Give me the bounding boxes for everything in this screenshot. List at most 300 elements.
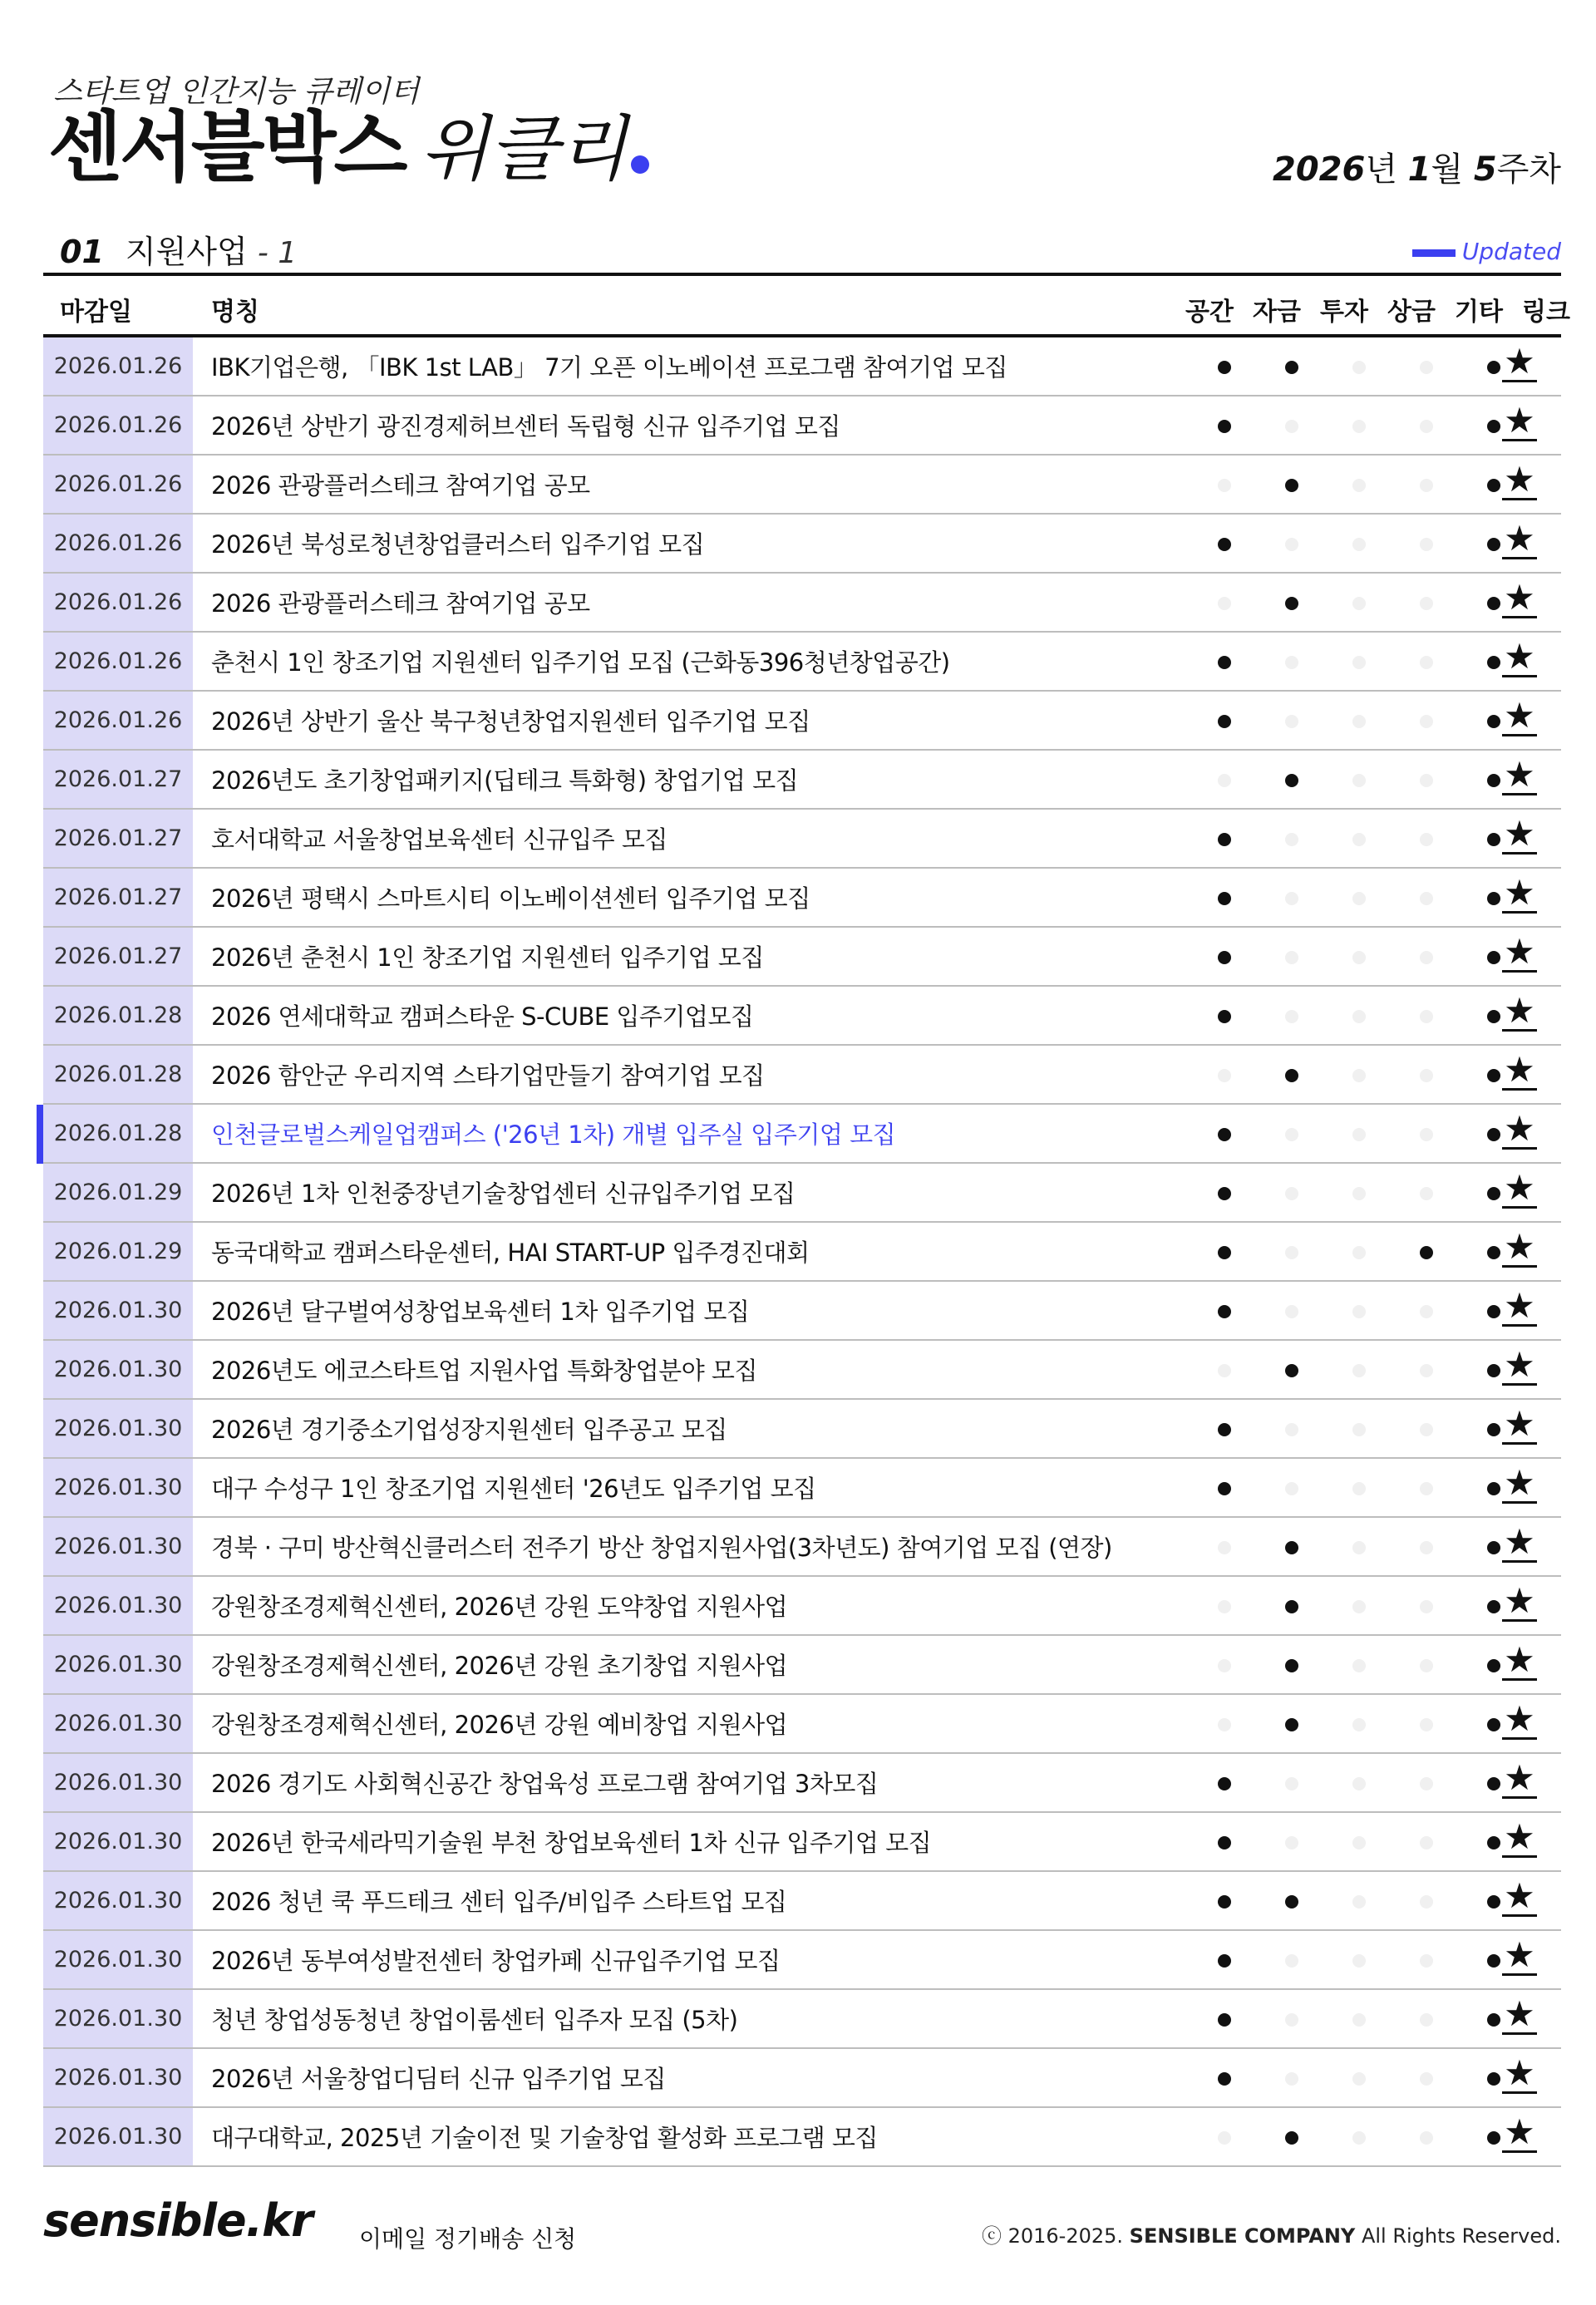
row-link[interactable]: [1500, 751, 1539, 808]
dot-prize-icon: [1420, 597, 1433, 610]
row-name[interactable]: 청년 창업성동청년 창업이룸센터 입주자 모집 (5차): [211, 2006, 738, 2034]
row-name[interactable]: 2026 경기도 사회혁신공간 창업육성 프로그램 참여기업 3차모집: [211, 1770, 879, 1798]
table-row[interactable]: [43, 1813, 1561, 1872]
star-icon[interactable]: ★: [1502, 1813, 1537, 1858]
row-name[interactable]: 2026년 서울창업디딤터 신규 입주기업 모집: [211, 2065, 666, 2093]
row-link[interactable]: [1500, 396, 1539, 454]
dot-investment-icon: [1352, 1305, 1366, 1318]
star-icon[interactable]: ★: [1502, 751, 1537, 795]
row-deadline: 2026.01.30: [43, 1754, 193, 1811]
row-deadline: 2026.01.26: [43, 456, 193, 513]
star-icon[interactable]: ★: [1502, 1695, 1537, 1740]
row-link[interactable]: [1500, 1459, 1539, 1516]
star-icon[interactable]: ★: [1502, 928, 1537, 973]
dot-funding-icon: [1285, 715, 1298, 728]
week-number: 5: [1473, 150, 1497, 189]
table-row[interactable]: [43, 692, 1561, 751]
dot-etc-icon: [1487, 1895, 1500, 1909]
section-header: [48, 218, 1561, 274]
dot-space-icon: [1218, 2131, 1231, 2145]
row-deadline: 2026.01.30: [43, 2049, 193, 2106]
dot-etc-icon: [1487, 833, 1500, 846]
week-number-suffix: 주차: [1496, 150, 1561, 189]
dot-funding-icon: [1285, 1777, 1298, 1790]
dot-funding-icon: [1285, 1541, 1298, 1554]
dot-funding-icon: [1285, 420, 1298, 433]
copyright-company: SENSIBLE COMPANY: [1129, 2224, 1356, 2248]
dot-space-icon: [1218, 1246, 1231, 1259]
dot-space-icon: [1218, 1541, 1231, 1554]
row-link[interactable]: [1500, 1872, 1539, 1929]
dot-investment-icon: [1352, 1600, 1366, 1613]
table-row[interactable]: [43, 396, 1561, 456]
table-header: [43, 273, 1570, 337]
star-icon[interactable]: ★: [1502, 2049, 1537, 2094]
dot-funding-icon: [1285, 1246, 1298, 1259]
row-name[interactable]: 춘천시 1인 창조기업 지원센터 입주기업 모집 (근화동396청년창업공간): [211, 648, 950, 677]
dot-prize-icon: [1420, 1305, 1433, 1318]
dot-etc-icon: [1487, 1600, 1500, 1613]
dot-investment-icon: [1352, 656, 1366, 669]
star-icon[interactable]: ★: [1502, 1577, 1537, 1622]
dot-funding-icon: [1285, 1836, 1298, 1849]
star-icon[interactable]: ★: [1502, 692, 1537, 736]
dot-funding-icon: [1285, 479, 1298, 492]
column-prize: 상금: [1387, 298, 1436, 327]
table-row[interactable]: [43, 1164, 1561, 1223]
dot-prize-icon: [1420, 1128, 1433, 1141]
row-link[interactable]: [1500, 1813, 1539, 1870]
dot-etc-icon: [1487, 361, 1500, 374]
row-link[interactable]: [1500, 1223, 1539, 1280]
star-icon[interactable]: ★: [1502, 1990, 1537, 2035]
table-row[interactable]: [43, 1695, 1561, 1754]
dot-prize-icon: [1420, 1364, 1433, 1377]
star-icon[interactable]: ★: [1502, 1046, 1537, 1091]
row-deadline: 2026.01.26: [43, 574, 193, 631]
section-name: 지원사업: [125, 234, 248, 270]
row-link[interactable]: [1500, 987, 1539, 1044]
table-row[interactable]: [43, 1872, 1561, 1931]
row-name[interactable]: 2026 연세대학교 캠퍼스타운 S-CUBE 입주기업모집: [211, 1002, 754, 1031]
star-icon[interactable]: ★: [1502, 515, 1537, 559]
dot-space-icon: [1218, 1954, 1231, 1968]
dot-investment-icon: [1352, 1895, 1366, 1909]
dot-prize-icon: [1420, 538, 1433, 551]
table-row[interactable]: [43, 1223, 1561, 1282]
row-name[interactable]: 경북 · 구미 방산혁신클러스터 전주기 방산 창업지원사업(3차년도) 참여기업 모집 (연장): [211, 1534, 1112, 1562]
row-link[interactable]: [1500, 515, 1539, 572]
copyright-prefix: ⓒ 2016-2025.: [981, 2224, 1124, 2248]
updated-bar-icon: [1412, 249, 1456, 257]
row-name[interactable]: 2026 관광플러스테크 참여기업 공모: [211, 471, 590, 500]
dot-funding-icon: [1285, 1482, 1298, 1495]
row-deadline: 2026.01.30: [43, 2108, 193, 2165]
dot-investment-icon: [1352, 1541, 1366, 1554]
row-link[interactable]: [1500, 1046, 1539, 1103]
row-link[interactable]: [1500, 1931, 1539, 1988]
row-name[interactable]: 2026년 북성로청년창업클러스터 입주기업 모집: [211, 530, 705, 559]
dot-investment-icon: [1352, 2131, 1366, 2145]
dot-etc-icon: [1487, 656, 1500, 669]
dot-investment-icon: [1352, 951, 1366, 964]
dot-space-icon: [1218, 538, 1231, 551]
dot-etc-icon: [1487, 1541, 1500, 1554]
row-deadline: 2026.01.29: [43, 1164, 193, 1221]
table-row[interactable]: [43, 2108, 1561, 2167]
row-name[interactable]: 2026년 1차 인천중장년기술창업센터 신규입주기업 모집: [211, 1180, 796, 1208]
dot-funding-icon: [1285, 1423, 1298, 1436]
week-label: [1273, 143, 1561, 190]
dot-space-icon: [1218, 1423, 1231, 1436]
dot-prize-icon: [1420, 1482, 1433, 1495]
dot-investment-icon: [1352, 774, 1366, 787]
dot-funding-icon: [1285, 2013, 1298, 2027]
star-icon[interactable]: ★: [1502, 633, 1537, 677]
dot-etc-icon: [1487, 1246, 1500, 1259]
row-link[interactable]: [1500, 1577, 1539, 1634]
row-name[interactable]: 2026년도 에코스타트업 지원사업 특화창업분야 모집: [211, 1357, 757, 1385]
star-icon[interactable]: ★: [1502, 337, 1537, 382]
dot-etc-icon: [1487, 420, 1500, 433]
table-row[interactable]: [43, 751, 1561, 810]
dot-prize-icon: [1420, 715, 1433, 728]
dot-space-icon: [1218, 1836, 1231, 1849]
row-deadline: 2026.01.29: [43, 1223, 193, 1280]
table-row[interactable]: [43, 810, 1561, 869]
row-deadline: 2026.01.27: [43, 751, 193, 808]
brand-dot-icon: [631, 155, 649, 174]
table-body: [43, 337, 1561, 2167]
table-row[interactable]: [43, 574, 1561, 633]
dot-space-icon: [1218, 715, 1231, 728]
dot-prize-icon: [1420, 1541, 1433, 1554]
table-row[interactable]: [43, 928, 1561, 987]
row-name[interactable]: 강원창조경제혁신센터, 2026년 강원 예비창업 지원사업: [211, 1711, 788, 1739]
table-row[interactable]: [43, 1577, 1561, 1636]
row-link[interactable]: [1500, 869, 1539, 926]
row-deadline: 2026.01.30: [43, 1341, 193, 1398]
footer: [43, 2194, 1561, 2261]
dot-etc-icon: [1487, 1010, 1500, 1023]
row-link[interactable]: [1500, 574, 1539, 631]
row-deadline: 2026.01.30: [43, 1695, 193, 1752]
dot-investment-icon: [1352, 2072, 1366, 2086]
dot-prize-icon: [1420, 2013, 1433, 2027]
row-name[interactable]: 호서대학교 서울창업보육센터 신규입주 모집: [211, 825, 667, 854]
dot-etc-icon: [1487, 1836, 1500, 1849]
row-name[interactable]: 2026년 경기중소기업성장지원센터 입주공고 모집: [211, 1416, 727, 1444]
row-link[interactable]: [1500, 1695, 1539, 1752]
table-row[interactable]: [43, 1931, 1561, 1990]
dot-space-icon: [1218, 1364, 1231, 1377]
dot-prize-icon: [1420, 1718, 1433, 1731]
row-link[interactable]: [1500, 2049, 1539, 2106]
dot-space-icon: [1218, 597, 1231, 610]
table-row[interactable]: [43, 515, 1561, 574]
table-row[interactable]: [43, 1459, 1561, 1518]
row-link[interactable]: [1500, 456, 1539, 513]
table-row[interactable]: [43, 633, 1561, 692]
row-link[interactable]: [1500, 337, 1539, 395]
copyright: [982, 2219, 1561, 2248]
star-icon[interactable]: ★: [1502, 810, 1537, 855]
star-icon[interactable]: ★: [1502, 987, 1537, 1032]
row-deadline: 2026.01.26: [43, 337, 193, 395]
header: [48, 58, 1561, 224]
star-icon[interactable]: ★: [1502, 456, 1537, 500]
brand-bold: 센서블박스: [48, 103, 406, 192]
dot-funding-icon: [1285, 2072, 1298, 2086]
row-deadline: 2026.01.30: [43, 1990, 193, 2047]
row-name[interactable]: IBK기업은행, 「IBK 1st LAB」 7기 오픈 이노베이션 프로그램 참여기업 모집: [211, 353, 1007, 382]
star-icon[interactable]: ★: [1502, 1459, 1537, 1504]
row-link[interactable]: [1500, 1518, 1539, 1575]
dot-space-icon: [1218, 1895, 1231, 1909]
table-row[interactable]: [43, 1046, 1561, 1105]
dot-investment-icon: [1352, 1364, 1366, 1377]
row-link[interactable]: [1500, 1105, 1539, 1162]
dot-funding-icon: [1285, 597, 1298, 610]
column-deadline: 마감일: [60, 298, 132, 327]
row-name[interactable]: 2026년 동부여성발전센터 창업카페 신규입주기업 모집: [211, 1947, 781, 1975]
dot-investment-icon: [1352, 1128, 1366, 1141]
dot-etc-icon: [1487, 1069, 1500, 1082]
row-link[interactable]: [1500, 1341, 1539, 1398]
row-name[interactable]: 대구대학교, 2025년 기술이전 및 기술창업 활성화 프로그램 모집: [211, 2124, 878, 2152]
row-deadline: 2026.01.30: [43, 1931, 193, 1988]
dot-etc-icon: [1487, 2072, 1500, 2086]
row-name[interactable]: 2026년 춘천시 1인 창조기업 지원센터 입주기업 모집: [211, 943, 764, 972]
column-funding: 자금: [1253, 298, 1301, 327]
table-row[interactable]: [43, 1990, 1561, 2049]
table-row[interactable]: [43, 1105, 1561, 1164]
star-icon[interactable]: ★: [1502, 869, 1537, 914]
dot-funding-icon: [1285, 1659, 1298, 1672]
dot-investment-icon: [1352, 479, 1366, 492]
dot-investment-icon: [1352, 1718, 1366, 1731]
dot-etc-icon: [1487, 479, 1500, 492]
star-icon[interactable]: ★: [1502, 1282, 1537, 1327]
table-row[interactable]: [43, 1754, 1561, 1813]
table-row[interactable]: [43, 1282, 1561, 1341]
dot-funding-icon: [1285, 892, 1298, 905]
table-row[interactable]: [43, 2049, 1561, 2108]
dot-prize-icon: [1420, 833, 1433, 846]
row-deadline: 2026.01.30: [43, 1636, 193, 1693]
dot-funding-icon: [1285, 1069, 1298, 1082]
dot-prize-icon: [1420, 479, 1433, 492]
row-deadline: 2026.01.30: [43, 1577, 193, 1634]
dot-funding-icon: [1285, 1718, 1298, 1731]
table-row[interactable]: [43, 456, 1561, 515]
row-deadline: 2026.01.28: [43, 1046, 193, 1103]
row-deadline: 2026.01.26: [43, 396, 193, 454]
dot-investment-icon: [1352, 715, 1366, 728]
dot-investment-icon: [1352, 420, 1366, 433]
star-icon[interactable]: ★: [1502, 1754, 1537, 1799]
dot-investment-icon: [1352, 361, 1366, 374]
dot-investment-icon: [1352, 2013, 1366, 2027]
row-deadline: 2026.01.30: [43, 1400, 193, 1457]
row-link[interactable]: [1500, 1754, 1539, 1811]
dot-prize-icon: [1420, 1069, 1433, 1082]
dot-prize-icon: [1420, 2072, 1433, 2086]
dot-etc-icon: [1487, 1777, 1500, 1790]
row-deadline: 2026.01.30: [43, 1813, 193, 1870]
row-name[interactable]: 2026 청년 쿡 푸드테크 센터 입주/비입주 스타트업 모집: [211, 1888, 787, 1916]
column-link: 링크: [1522, 298, 1570, 327]
dot-funding-icon: [1285, 1010, 1298, 1023]
row-name[interactable]: 2026년 달구벌여성창업보육센터 1차 입주기업 모집: [211, 1298, 750, 1326]
row-link[interactable]: [1500, 692, 1539, 749]
dot-space-icon: [1218, 892, 1231, 905]
column-space: 공간: [1185, 298, 1234, 327]
dot-etc-icon: [1487, 774, 1500, 787]
dot-funding-icon: [1285, 833, 1298, 846]
star-icon[interactable]: ★: [1502, 1341, 1537, 1386]
star-icon[interactable]: ★: [1502, 1105, 1537, 1150]
star-icon[interactable]: ★: [1502, 1223, 1537, 1268]
dot-prize-icon: [1420, 774, 1433, 787]
dot-etc-icon: [1487, 1954, 1500, 1968]
table-row[interactable]: [43, 1636, 1561, 1695]
column-etc: 기타: [1455, 298, 1503, 327]
star-icon[interactable]: ★: [1502, 1872, 1537, 1917]
program-table: [43, 273, 1570, 2167]
row-name[interactable]: 대구 수성구 1인 창조기업 지원센터 '26년도 입주기업 모집: [211, 1475, 816, 1503]
dot-investment-icon: [1352, 892, 1366, 905]
row-name[interactable]: 2026 함안군 우리지역 스타기업만들기 참여기업 모집: [211, 1061, 765, 1090]
row-deadline: 2026.01.26: [43, 633, 193, 690]
row-deadline: 2026.01.30: [43, 1872, 193, 1929]
row-name[interactable]: 2026 관광플러스테크 참여기업 공모: [211, 589, 590, 618]
dot-funding-icon: [1285, 538, 1298, 551]
row-link[interactable]: [1500, 1282, 1539, 1339]
tagline: 스타트업 인간지능 큐레이터: [53, 75, 420, 109]
dot-etc-icon: [1487, 1718, 1500, 1731]
star-icon[interactable]: ★: [1502, 396, 1537, 441]
row-name[interactable]: 2026년 한국세라믹기술원 부천 창업보육센터 1차 신규 입주기업 모집: [211, 1829, 932, 1857]
dot-funding-icon: [1285, 361, 1298, 374]
dot-space-icon: [1218, 1777, 1231, 1790]
row-name[interactable]: 강원창조경제혁신센터, 2026년 강원 도약창업 지원사업: [211, 1593, 788, 1621]
star-icon[interactable]: ★: [1502, 1518, 1537, 1563]
row-name[interactable]: 인천글로벌스케일업캠퍼스 ('26년 1차) 개별 입주실 입주기업 모집: [211, 1120, 896, 1149]
table-row[interactable]: [43, 1518, 1561, 1577]
week-month: 1: [1407, 150, 1431, 189]
dot-funding-icon: [1285, 1954, 1298, 1968]
column-investment: 투자: [1320, 298, 1368, 327]
footer-logo[interactable]: sensible.kr: [43, 2194, 313, 2247]
week-month-suffix: 월: [1431, 150, 1474, 189]
row-link[interactable]: [1500, 1636, 1539, 1693]
dot-space-icon: [1218, 1187, 1231, 1200]
row-name[interactable]: 2026년 상반기 광진경제허브센터 독립형 신규 입주기업 모집: [211, 412, 840, 441]
table-row[interactable]: [43, 987, 1561, 1046]
dot-investment-icon: [1352, 1069, 1366, 1082]
star-icon[interactable]: ★: [1502, 1636, 1537, 1681]
dot-investment-icon: [1352, 1954, 1366, 1968]
row-name[interactable]: 2026년 상반기 울산 북구청년창업지원센터 입주기업 모집: [211, 707, 810, 736]
table-row[interactable]: [43, 1400, 1561, 1459]
dot-prize-icon: [1420, 1954, 1433, 1968]
dot-prize-icon: [1420, 1836, 1433, 1849]
star-icon[interactable]: ★: [1502, 1164, 1537, 1209]
dot-funding-icon: [1285, 774, 1298, 787]
row-name[interactable]: 2026년 평택시 스마트시티 이노베이션센터 입주기업 모집: [211, 884, 810, 913]
row-link[interactable]: [1500, 1990, 1539, 2047]
dot-etc-icon: [1487, 1423, 1500, 1436]
dot-funding-icon: [1285, 656, 1298, 669]
dot-prize-icon: [1420, 1600, 1433, 1613]
dot-prize-icon: [1420, 656, 1433, 669]
row-link[interactable]: [1500, 1400, 1539, 1457]
table-row[interactable]: [43, 869, 1561, 928]
dot-space-icon: [1218, 420, 1231, 433]
dot-etc-icon: [1487, 1659, 1500, 1672]
dot-etc-icon: [1487, 1128, 1500, 1141]
dot-prize-icon: [1420, 1423, 1433, 1436]
dot-funding-icon: [1285, 1305, 1298, 1318]
star-icon[interactable]: ★: [1502, 574, 1537, 618]
star-icon[interactable]: ★: [1502, 2108, 1537, 2153]
dot-space-icon: [1218, 951, 1231, 964]
dot-prize-icon: [1420, 892, 1433, 905]
dot-investment-icon: [1352, 1777, 1366, 1790]
row-deadline: 2026.01.26: [43, 692, 193, 749]
star-icon[interactable]: ★: [1502, 1400, 1537, 1445]
row-name[interactable]: 강원창조경제혁신센터, 2026년 강원 초기창업 지원사업: [211, 1652, 788, 1680]
row-link[interactable]: [1500, 1164, 1539, 1221]
dot-etc-icon: [1487, 1364, 1500, 1377]
newsletter-link[interactable]: 이메일 정기배송 신청: [359, 2225, 577, 2253]
dot-space-icon: [1218, 2013, 1231, 2027]
dot-space-icon: [1218, 2072, 1231, 2086]
updated-legend: [1412, 238, 1561, 265]
column-name: 명칭: [211, 298, 259, 327]
section-title: [60, 226, 297, 272]
row-link[interactable]: [1500, 810, 1539, 867]
dot-space-icon: [1218, 774, 1231, 787]
dot-etc-icon: [1487, 951, 1500, 964]
dot-prize-icon: [1420, 1187, 1433, 1200]
star-icon[interactable]: ★: [1502, 1931, 1537, 1976]
updated-label: Updated: [1461, 238, 1561, 265]
table-row[interactable]: [43, 1341, 1561, 1400]
dot-prize-icon: [1420, 951, 1433, 964]
row-link[interactable]: [1500, 633, 1539, 690]
row-name[interactable]: 2026년도 초기창업패키지(딥테크 특화형) 창업기업 모집: [211, 766, 799, 795]
row-link[interactable]: [1500, 2108, 1539, 2165]
section-number: 01: [60, 234, 104, 270]
dot-space-icon: [1218, 1305, 1231, 1318]
dot-space-icon: [1218, 1600, 1231, 1613]
row-link[interactable]: [1500, 928, 1539, 985]
dot-funding-icon: [1285, 1600, 1298, 1613]
dot-prize-icon: [1420, 1659, 1433, 1672]
dot-prize-icon: [1420, 1246, 1433, 1259]
row-name[interactable]: 동국대학교 캠퍼스타운센터, HAI START-UP 입주경진대회: [211, 1239, 810, 1267]
dot-prize-icon: [1420, 1777, 1433, 1790]
row-deadline: 2026.01.30: [43, 1282, 193, 1339]
dot-investment-icon: [1352, 1836, 1366, 1849]
dot-space-icon: [1218, 1482, 1231, 1495]
dot-funding-icon: [1285, 2131, 1298, 2145]
table-row[interactable]: [43, 337, 1561, 396]
dot-investment-icon: [1352, 597, 1366, 610]
dot-space-icon: [1218, 1069, 1231, 1082]
